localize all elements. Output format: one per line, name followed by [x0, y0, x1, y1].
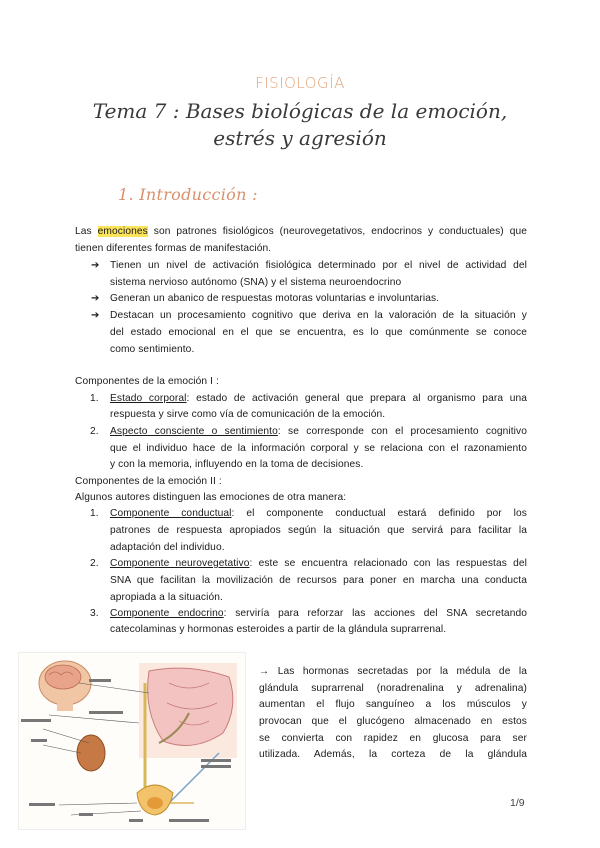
list-number: 2. — [90, 558, 99, 569]
side-text-line-3: aumentan el flujo sanguíneo a los músculos y — [259, 699, 527, 710]
components-2-heading: Componentes de la emoción II : — [75, 476, 222, 487]
components-2-intro: Algunos autores distinguen las emociones de otra manera: — [75, 492, 347, 503]
bullet-1-line-2: sistema nervioso autónomo (SNA) y el sistema neuroendocrino — [110, 277, 402, 288]
term-label: Componente conductual — [110, 508, 232, 519]
page-number: 1/9 — [510, 797, 525, 809]
components-1-heading: Componentes de la emoción I : — [75, 376, 219, 387]
bullet-2-line-1: Generan un abanico de respuestas motoras voluntarias e involuntarias. — [110, 293, 440, 304]
comp2-item-2-line-2: SNA que facilitan la movilización de recursos para poner en marcha una conducta — [110, 575, 527, 586]
term-label: Aspecto consciente o sentimiento — [110, 426, 278, 437]
comp2-item-2-line-3: apropiada a la situación. — [110, 592, 223, 603]
intro-line-1: Las emociones son patrones fisiológicos (neurovegetativos, endocrinos y conductuales) que — [75, 226, 527, 237]
side-text-line-1: → Las hormonas secretadas por la médula de la — [259, 666, 527, 677]
term-label: Componente endocrino — [110, 608, 224, 619]
comp1-item-2-line-2: que el individuo hace de la información corporal y se relaciona con el razonamiento — [110, 443, 527, 454]
bullet-3-line-2: del estado emocional en el que se encuentra, es lo que comúnmente se conoce — [110, 327, 527, 338]
comp1-item-2-line-3: y con la memoria, influyendo en la toma de decisiones. — [110, 459, 364, 470]
intro-line-2: tienen diferentes formas de manifestación. — [75, 243, 272, 254]
subject-heading: FISIOLOGÍA — [255, 74, 345, 92]
comp2-item-2-line-1: Componente neurovegetativo: este se encuentra relacionado con las respuestas del — [110, 558, 527, 569]
section-title: 1. Introducción : — [118, 185, 258, 204]
arrow-icon: ➔ — [91, 260, 100, 271]
comp1-item-2-line-1: Aspecto consciente o sentimiento: se corresponde con el procesamiento cognitivo — [110, 426, 528, 437]
comp2-item-3-line-1: Componente endocrino: serviría para reforzar las acciones del SNA secretando — [110, 608, 527, 619]
side-text-line-6: utilizada. Además, la corteza de la glándula — [259, 749, 527, 760]
bullet-1-line-1: Tienen un nivel de activación fisiológica determinado por el nivel de actividad del — [110, 260, 527, 271]
comp2-item-3-line-2: catecolaminas y hormonas esteroides a partir de la glándula suprarrenal. — [110, 624, 447, 635]
side-text-line-5: se convierta con rapidez en glucosa para ser — [259, 733, 527, 744]
page-title: Tema 7 : Bases biológicas de la emoción, estrés y agresión — [92, 99, 508, 150]
highlighted-word: emociones — [97, 226, 148, 237]
comp2-item-1-line-3: adaptación del individuo. — [110, 542, 225, 553]
comp1-item-1-line-2: respuesta y sirve como vía de comunicación de la emoción. — [110, 409, 386, 420]
arrow-icon: ➔ — [91, 293, 100, 304]
list-number: 2. — [90, 426, 99, 437]
bullet-3-line-1: Destacan un procesamiento cognitivo que deriva en la valoración de la situación y — [110, 310, 527, 321]
adrenal-gland-illustration — [18, 652, 246, 830]
side-text-line-4: provocan que el glucógeno almacenado en estos — [259, 716, 527, 727]
comp2-item-1-line-2: patrones de respuesta apropiados según la situación que servirá para facilitar la — [110, 525, 527, 536]
arrow-icon: ➔ — [91, 310, 100, 321]
illustration-svg — [19, 653, 245, 829]
term-label: Componente neurovegetativo — [110, 558, 250, 569]
side-text-line-2: glándula suprarrenal (noradrenalina y adrenalina) — [259, 683, 527, 694]
list-number: 3. — [90, 608, 99, 619]
list-number: 1. — [90, 508, 99, 519]
comp2-item-1-line-1: Componente conductual: el componente conductual estará definido por los — [110, 508, 527, 519]
bullet-3-line-3: como sentimiento. — [110, 344, 195, 355]
comp1-item-1-line-1: Estado corporal: estado de activación general que prepara al organismo para una — [110, 393, 527, 404]
list-number: 1. — [90, 393, 99, 404]
term-label: Estado corporal — [110, 393, 187, 404]
